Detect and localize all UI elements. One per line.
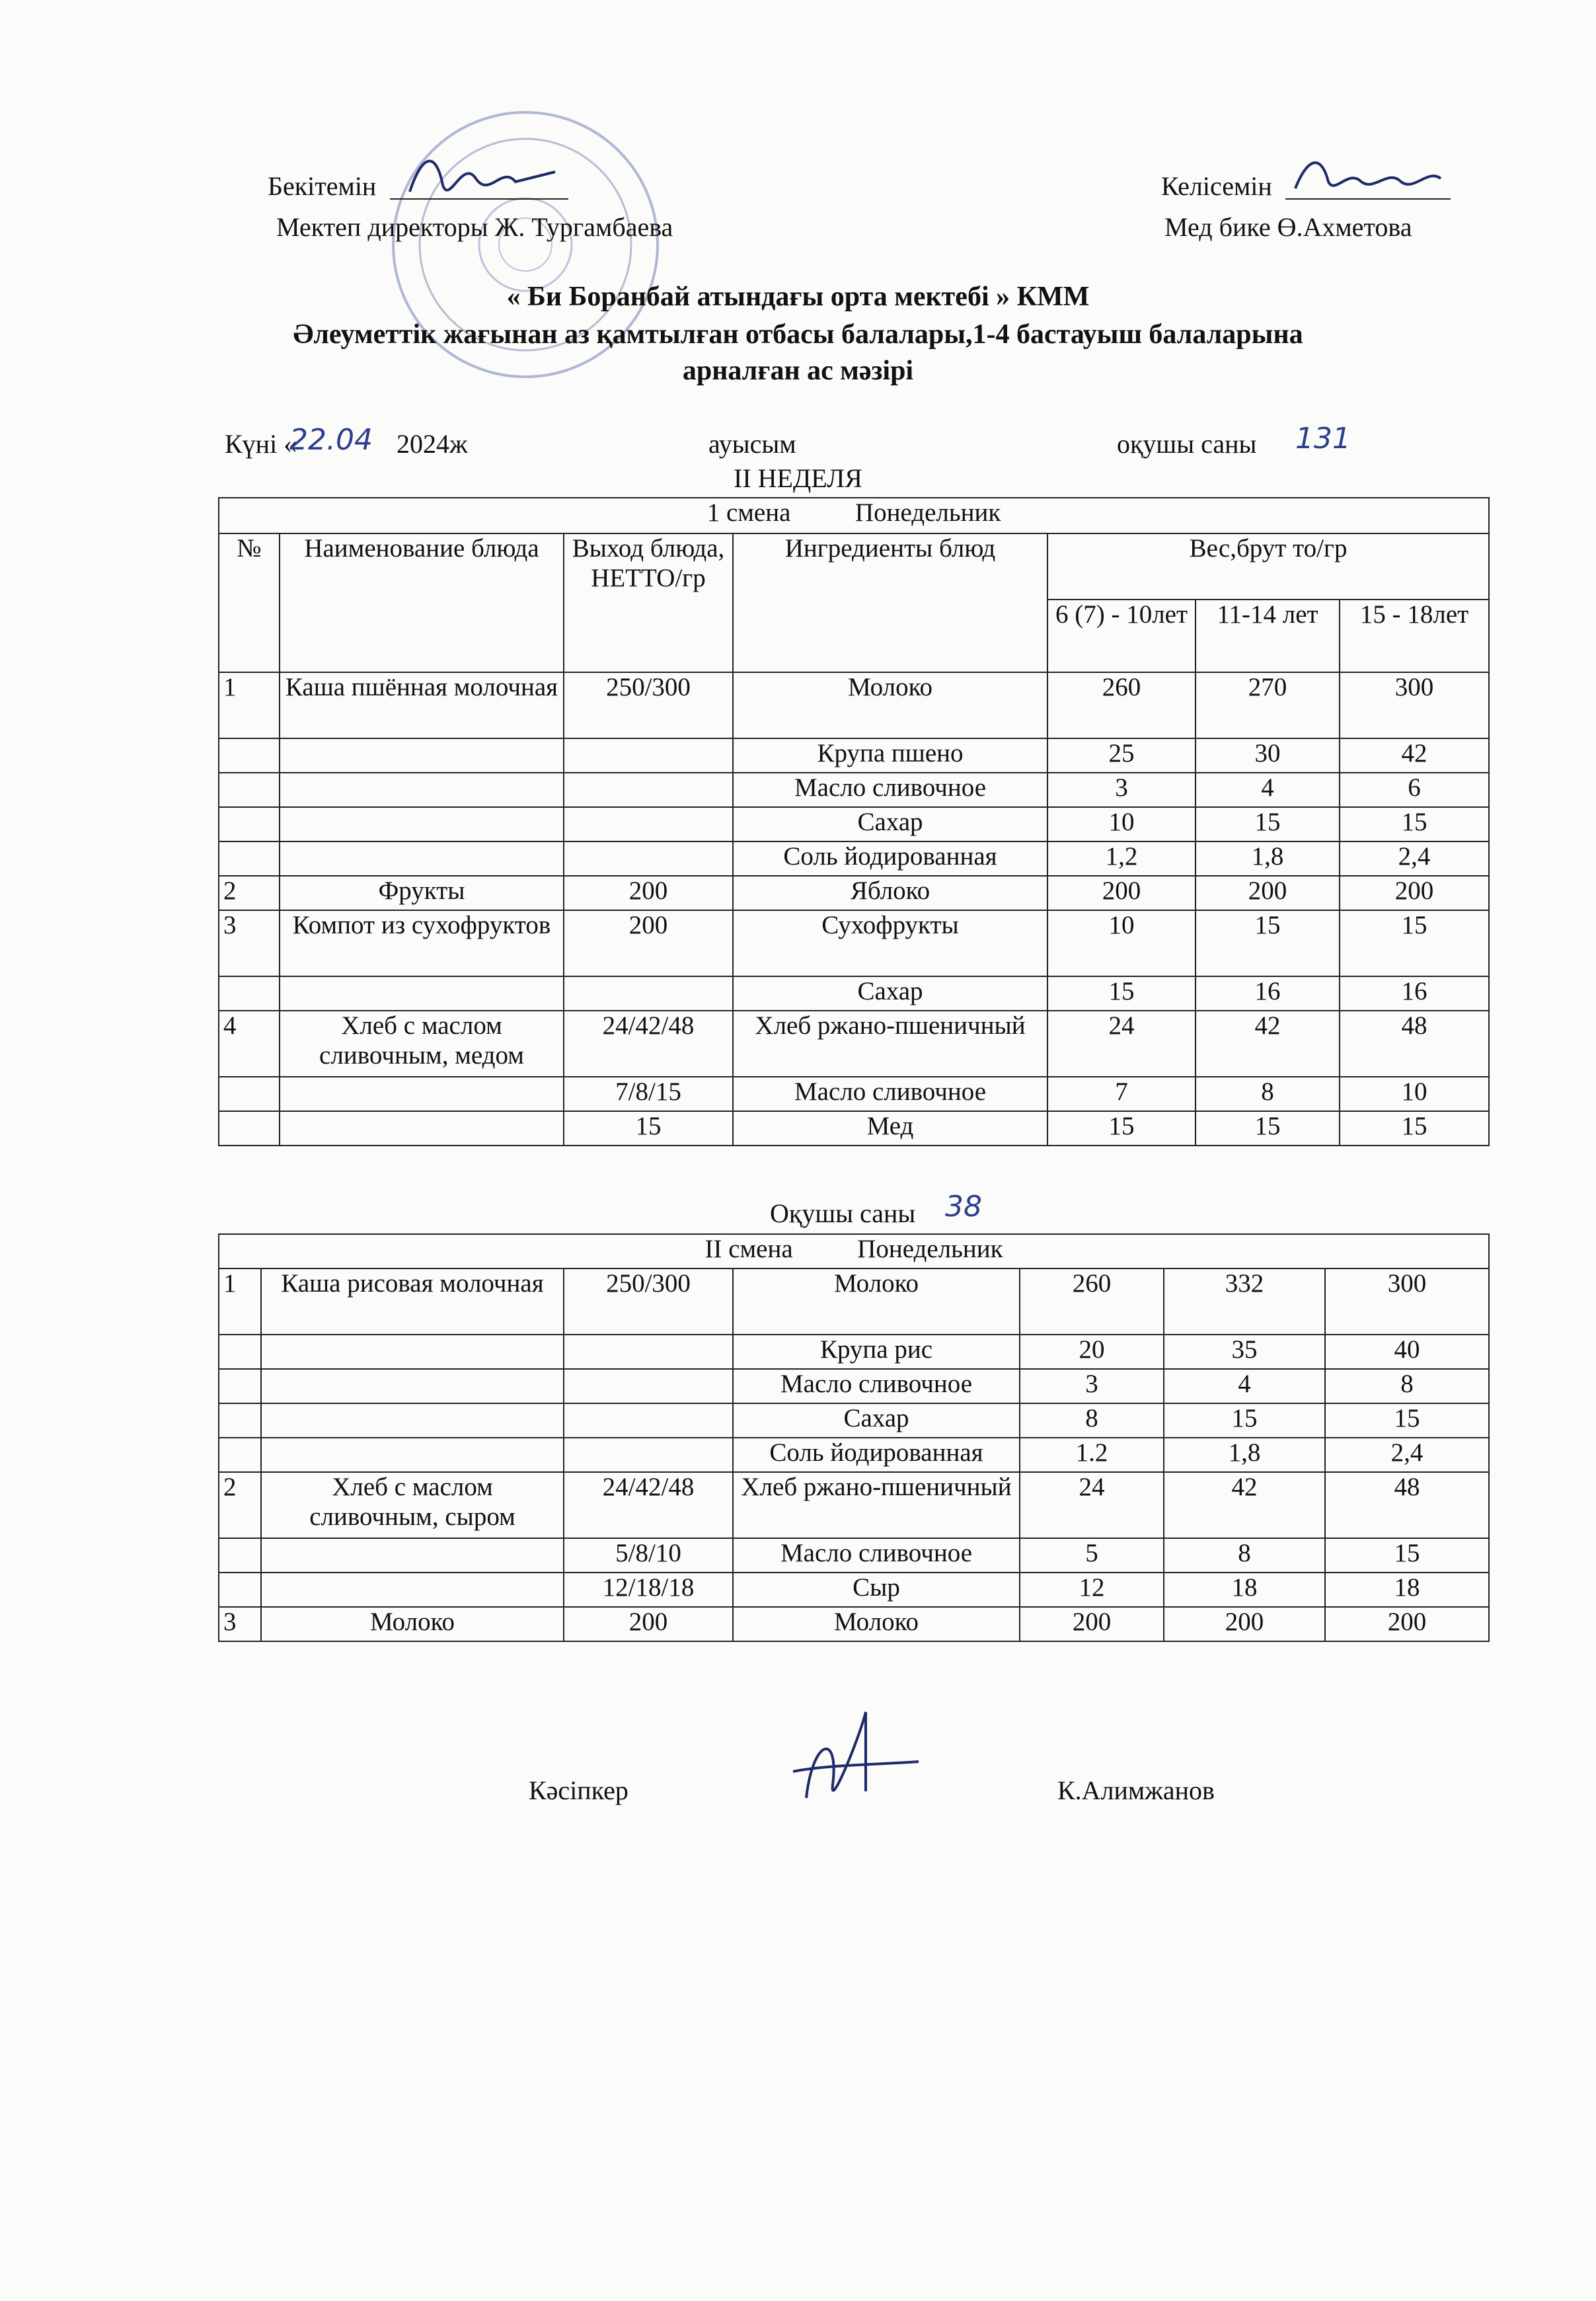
weight-age3: 15 xyxy=(1325,1403,1489,1438)
weight-age2: 42 xyxy=(1164,1472,1325,1538)
students-value: 131 xyxy=(1295,422,1351,455)
table-row xyxy=(219,1011,1489,1077)
date-label: Күні « xyxy=(225,429,297,459)
weight-age3: 200 xyxy=(1325,1607,1489,1641)
weight-age3: 16 xyxy=(1340,976,1489,1011)
dish-name: Молоко xyxy=(261,1607,564,1641)
ingredient: Сахар xyxy=(733,807,1047,841)
dish-yield xyxy=(564,773,733,807)
ingredient: Яблоко xyxy=(733,876,1047,910)
ingredient: Соль йодированная xyxy=(733,1438,1020,1472)
week-label: II НЕДЕЛЯ xyxy=(734,463,862,493)
dish-yield: 24/42/48 xyxy=(564,1011,733,1077)
row-num: 1 xyxy=(219,672,280,738)
row-num xyxy=(219,1335,261,1369)
col-header-weight: Вес,брут то/гр xyxy=(1047,533,1489,600)
table-row xyxy=(219,1607,1489,1641)
weight-age3: 300 xyxy=(1340,672,1489,738)
table-row xyxy=(219,976,1489,1011)
ingredient: Молоко xyxy=(733,672,1047,738)
col-header-name: Наименование блюда xyxy=(280,533,564,672)
ingredient: Масло сливочное xyxy=(733,1538,1020,1573)
ingredient: Сыр xyxy=(733,1573,1020,1607)
ingredient: Соль йодированная xyxy=(733,841,1047,876)
weight-age2: 200 xyxy=(1164,1607,1325,1641)
col-header-age1: 6 (7) - 10лет xyxy=(1047,600,1196,672)
weight-age3: 2,4 xyxy=(1340,841,1489,876)
footer-name: К.Алимжанов xyxy=(1057,1775,1215,1805)
weight-age1: 200 xyxy=(1020,1607,1164,1641)
dish-yield: 24/42/48 xyxy=(564,1472,733,1538)
weight-age1: 25 xyxy=(1047,738,1196,773)
dish-name xyxy=(280,976,564,1011)
weight-age2: 35 xyxy=(1164,1335,1325,1369)
dish-yield: 200 xyxy=(564,876,733,910)
date-value: 22.04 xyxy=(289,423,373,457)
dish-name: Компот из сухофруктов xyxy=(280,910,564,976)
dish-name xyxy=(261,1538,564,1573)
dish-yield xyxy=(564,1369,733,1403)
row-num xyxy=(219,1573,261,1607)
row-num xyxy=(219,738,280,773)
weight-age1: 3 xyxy=(1020,1369,1164,1403)
weight-age3: 8 xyxy=(1325,1369,1489,1403)
year: 2024ж xyxy=(397,429,468,459)
row-num: 2 xyxy=(219,876,280,910)
dish-name xyxy=(280,738,564,773)
weight-age3: 6 xyxy=(1340,773,1489,807)
row-num xyxy=(219,1438,261,1472)
row-num xyxy=(219,1077,280,1111)
row-num xyxy=(219,773,280,807)
table-row xyxy=(219,1268,1489,1335)
dish-yield xyxy=(564,1335,733,1369)
weight-age2: 15 xyxy=(1196,910,1340,976)
dish-name: Хлеб с маслом сливочным, сыром xyxy=(261,1472,564,1538)
row-num xyxy=(219,807,280,841)
weight-age2: 15 xyxy=(1164,1403,1325,1438)
ingredient: Масло сливочное xyxy=(733,1369,1020,1403)
weight-age1: 10 xyxy=(1047,910,1196,976)
row-num xyxy=(219,841,280,876)
dish-name xyxy=(280,807,564,841)
weight-age2: 8 xyxy=(1164,1538,1325,1573)
weight-age2: 15 xyxy=(1196,1111,1340,1146)
dish-yield: 7/8/15 xyxy=(564,1077,733,1111)
dish-yield: 250/300 xyxy=(564,672,733,738)
weight-age3: 15 xyxy=(1340,910,1489,976)
table-row xyxy=(219,1538,1489,1573)
row-num xyxy=(219,1369,261,1403)
weight-age1: 8 xyxy=(1020,1403,1164,1438)
weight-age2: 8 xyxy=(1196,1077,1340,1111)
weight-age2: 30 xyxy=(1196,738,1340,773)
table-row xyxy=(219,1472,1489,1538)
dish-yield xyxy=(564,807,733,841)
row-num: 3 xyxy=(219,1607,261,1641)
weight-age3: 15 xyxy=(1340,807,1489,841)
weight-age1: 12 xyxy=(1020,1573,1164,1607)
col-header-age3: 15 - 18лет xyxy=(1340,600,1489,672)
weight-age1: 1,2 xyxy=(1047,841,1196,876)
dish-yield: 5/8/10 xyxy=(564,1538,733,1573)
weight-age1: 24 xyxy=(1047,1011,1196,1077)
document-title-line1: « Би Боранбай атындағы орта мектебі » КММ xyxy=(506,282,1090,312)
table-row xyxy=(219,910,1489,976)
row-num xyxy=(219,1111,280,1146)
dish-name: Каша пшённая молочная xyxy=(280,672,564,738)
row-num: 3 xyxy=(219,910,280,976)
students2-label: Оқушы саны xyxy=(770,1198,916,1228)
document-title-line2: Әлеуметтік жағынан аз қамтылған отбасы балалары,1-4 бастауыш балаларына xyxy=(293,319,1303,350)
weight-age1: 7 xyxy=(1047,1077,1196,1111)
weight-age3: 48 xyxy=(1325,1472,1489,1538)
agree-label: Келісемін xyxy=(1161,171,1272,201)
table-row xyxy=(219,1335,1489,1369)
dish-yield xyxy=(564,738,733,773)
weight-age1: 200 xyxy=(1047,876,1196,910)
weight-age2: 18 xyxy=(1164,1573,1325,1607)
nurse-signature xyxy=(1289,149,1447,202)
director-signature xyxy=(397,145,568,212)
agree-role: Мед бике Ө.Ахметова xyxy=(1164,212,1412,242)
weight-age1: 260 xyxy=(1047,672,1196,738)
row-num: 2 xyxy=(219,1472,261,1538)
dish-yield: 200 xyxy=(564,910,733,976)
dish-yield: 15 xyxy=(564,1111,733,1146)
dish-yield: 12/18/18 xyxy=(564,1573,733,1607)
weight-age1: 1.2 xyxy=(1020,1438,1164,1472)
weight-age1: 15 xyxy=(1047,1111,1196,1146)
weight-age2: 42 xyxy=(1196,1011,1340,1077)
dish-name xyxy=(261,1403,564,1438)
weight-age1: 3 xyxy=(1047,773,1196,807)
dish-name xyxy=(280,1111,564,1146)
dish-yield xyxy=(564,1438,733,1472)
ingredient: Сухофрукты xyxy=(733,910,1047,976)
ingredient: Масло сливочное xyxy=(733,773,1047,807)
table-row xyxy=(219,738,1489,773)
dish-name xyxy=(280,841,564,876)
weight-age3: 48 xyxy=(1340,1011,1489,1077)
approve-label: Бекітемін xyxy=(268,171,377,201)
weight-age1: 20 xyxy=(1020,1335,1164,1369)
weight-age3: 15 xyxy=(1325,1538,1489,1573)
table-row xyxy=(219,876,1489,910)
ingredient: Хлеб ржано-пшеничный xyxy=(733,1011,1047,1077)
ingredient: Сахар xyxy=(733,976,1047,1011)
weight-age3: 18 xyxy=(1325,1573,1489,1607)
menu-table-shift1 xyxy=(218,497,1490,1146)
weight-age3: 2,4 xyxy=(1325,1438,1489,1472)
dish-name xyxy=(261,1438,564,1472)
table-row xyxy=(219,1369,1489,1403)
col-header-num: № xyxy=(219,533,280,672)
table-row xyxy=(219,807,1489,841)
dish-name xyxy=(261,1573,564,1607)
weight-age3: 40 xyxy=(1325,1335,1489,1369)
weight-age3: 10 xyxy=(1340,1077,1489,1111)
dish-yield xyxy=(564,1403,733,1438)
table-row xyxy=(219,1077,1489,1111)
row-num xyxy=(219,1538,261,1573)
dish-name xyxy=(280,773,564,807)
dish-yield xyxy=(564,841,733,876)
dish-name: Фрукты xyxy=(280,876,564,910)
entrepreneur-signature xyxy=(767,1699,938,1831)
dish-name xyxy=(261,1369,564,1403)
weight-age2: 15 xyxy=(1196,807,1340,841)
ingredient: Хлеб ржано-пшеничный xyxy=(733,1472,1020,1538)
dish-name xyxy=(261,1335,564,1369)
table-row xyxy=(219,1573,1489,1607)
ingredient: Сахар xyxy=(733,1403,1020,1438)
shift-label: ауысым xyxy=(708,429,796,459)
table-row xyxy=(219,1438,1489,1472)
dish-yield xyxy=(564,976,733,1011)
shift2-header: II смена Понедельник xyxy=(219,1234,1489,1268)
dish-name: Хлеб с маслом сливочным, медом xyxy=(280,1011,564,1077)
ingredient: Масло сливочное xyxy=(733,1077,1047,1111)
dish-yield: 200 xyxy=(564,1607,733,1641)
weight-age1: 5 xyxy=(1020,1538,1164,1573)
document-title-line3: арналған ас мәзірі xyxy=(682,356,914,386)
weight-age2: 4 xyxy=(1164,1369,1325,1403)
ingredient: Крупа пшено xyxy=(733,738,1047,773)
table-row xyxy=(219,841,1489,876)
row-num: 4 xyxy=(219,1011,280,1077)
col-header-age2: 11-14 лет xyxy=(1196,600,1340,672)
weight-age2: 200 xyxy=(1196,876,1340,910)
table-row xyxy=(219,672,1489,738)
weight-age3: 300 xyxy=(1325,1268,1489,1335)
weight-age1: 15 xyxy=(1047,976,1196,1011)
weight-age3: 200 xyxy=(1340,876,1489,910)
weight-age2: 16 xyxy=(1196,976,1340,1011)
table-row xyxy=(219,773,1489,807)
dish-yield: 250/300 xyxy=(564,1268,733,1335)
col-header-ingredients: Ингредиенты блюд xyxy=(733,533,1047,672)
students-label: оқушы саны xyxy=(1117,429,1257,459)
weight-age1: 260 xyxy=(1020,1268,1164,1335)
weight-age3: 42 xyxy=(1340,738,1489,773)
dish-name: Каша рисовая молочная xyxy=(261,1268,564,1335)
row-num: 1 xyxy=(219,1268,261,1335)
table-row xyxy=(219,1111,1489,1146)
weight-age2: 270 xyxy=(1196,672,1340,738)
row-num xyxy=(219,1403,261,1438)
footer-role: Кәсіпкер xyxy=(529,1775,628,1805)
weight-age2: 332 xyxy=(1164,1268,1325,1335)
weight-age1: 24 xyxy=(1020,1472,1164,1538)
weight-age2: 4 xyxy=(1196,773,1340,807)
table-row xyxy=(219,1403,1489,1438)
ingredient: Крупа рис xyxy=(733,1335,1020,1369)
dish-name xyxy=(280,1077,564,1111)
approve-role: Мектеп директоры Ж. Тургамбаева xyxy=(276,212,673,242)
ingredient: Молоко xyxy=(733,1607,1020,1641)
menu-table-shift2 xyxy=(218,1233,1490,1642)
weight-age3: 15 xyxy=(1340,1111,1489,1146)
col-header-yield: Выход блюда, НЕТТО/гр xyxy=(564,533,733,672)
row-num xyxy=(219,976,280,1011)
weight-age2: 1,8 xyxy=(1196,841,1340,876)
shift-header: 1 смена Понедельник xyxy=(219,498,1489,533)
ingredient: Молоко xyxy=(733,1268,1020,1335)
students2-value: 38 xyxy=(945,1190,982,1224)
ingredient: Мед xyxy=(733,1111,1047,1146)
weight-age1: 10 xyxy=(1047,807,1196,841)
weight-age2: 1,8 xyxy=(1164,1438,1325,1472)
